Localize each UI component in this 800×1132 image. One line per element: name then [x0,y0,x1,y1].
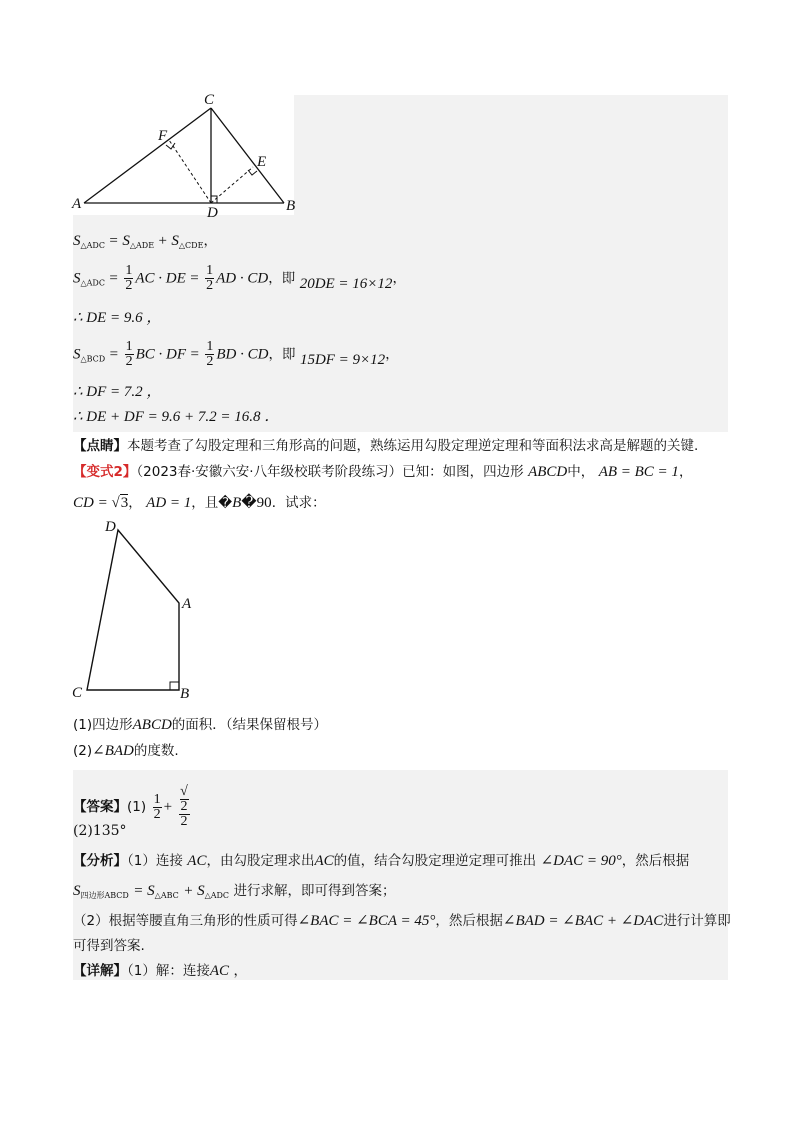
label-f: F [158,128,168,144]
detail-line: 【详解】（1）解：连接AC ， [73,963,247,979]
label-c: C [72,685,83,701]
label-e: E [257,154,267,170]
quadrilateral-figure [66,515,206,705]
solution-line-6: ∴ DE + DF = 9.6 + 7.2 = 16.8 ． [73,409,280,425]
answer-line-1: 【答案】(1) $\frac{1}{2}$ + √ 2 2 [73,784,188,829]
triangle-figure [70,90,300,218]
label-b: B [180,686,190,702]
label-b: B [286,198,296,214]
fraction-half: $\frac{1}{2}$ [206,339,214,369]
analysis-line-3: （2）根据等腰直角三角形的性质可得∠BAC = ∠BCA = 45°，然后根据∠BAD = ∠BAC + ∠DAC进行计算即 [73,913,731,929]
fraction-sqrt2-over-2: √ 2 2 [180,784,188,829]
question-1: (1)四边形ABCD的面积．（结果保留根号） [73,717,328,733]
label-d: D [105,519,116,535]
fraction-half: $\frac{1}{2}$ [125,263,133,293]
label-d: D [207,205,218,218]
fraction-half: $\frac{1}{2}$ [206,263,214,293]
comment-line: 【点睛】本题考查了勾股定理和三角形高的问题，熟练运用勾股定理逆定理和等面积法求高是解题的关键. [73,438,699,454]
variant-line-1: 【变式2】（2023春·安徽六安·八年级校联考阶段练习）已知：如图，四边形 ABCD中， AB = BC = 1， [73,464,693,480]
fraction-half: $\frac{1}{2}$ [125,339,133,369]
analysis-line-4: 可得到答案. [73,938,145,954]
answer-line-2: (2)135° [73,823,127,839]
solution-line-2: $S_{\triangle ADC}$ = $\frac{1}{2}$ AC · DE = $\frac{1}{2}$ AD · CD，即 20DE = 16×12， [73,263,406,293]
fraction-half: $\frac{1}{2}$ [153,791,161,822]
label-c: C [204,92,215,108]
question-2: (2)∠BAD的度数. [73,743,179,759]
analysis-line-2: $S_{四边形ABCD} = S_{\triangle ABC} + S_{\triangle ADC}$ 进行求解，即可得到答案； [73,883,396,900]
solution-line-3: ∴ DE = 9.6 ， [73,310,162,326]
solution-line-4: $S_{\triangle BCD}$ = $\frac{1}{2}$ BC · DF = $\frac{1}{2}$ BD · CD，即 15DF = 9×12， [73,339,399,369]
label-a: A [182,596,192,612]
shaded-region-top [294,95,728,215]
solution-line-1: $S_{\triangle ADC} = S_{\triangle ADE} + S_{\triangle CDE}$， [73,233,217,250]
solution-line-5: ∴ DF = 7.2 ， [73,384,162,400]
variant-line-2: CD = √3， AD = 1，且�B�90．试求： [73,495,326,511]
analysis-line-1: 【分析】（1）连接 AC，由勾股定理求出AC的值，结合勾股定理逆定理可推出 ∠DAC = 90°，然后根据 [73,853,690,869]
label-a: A [72,196,82,212]
